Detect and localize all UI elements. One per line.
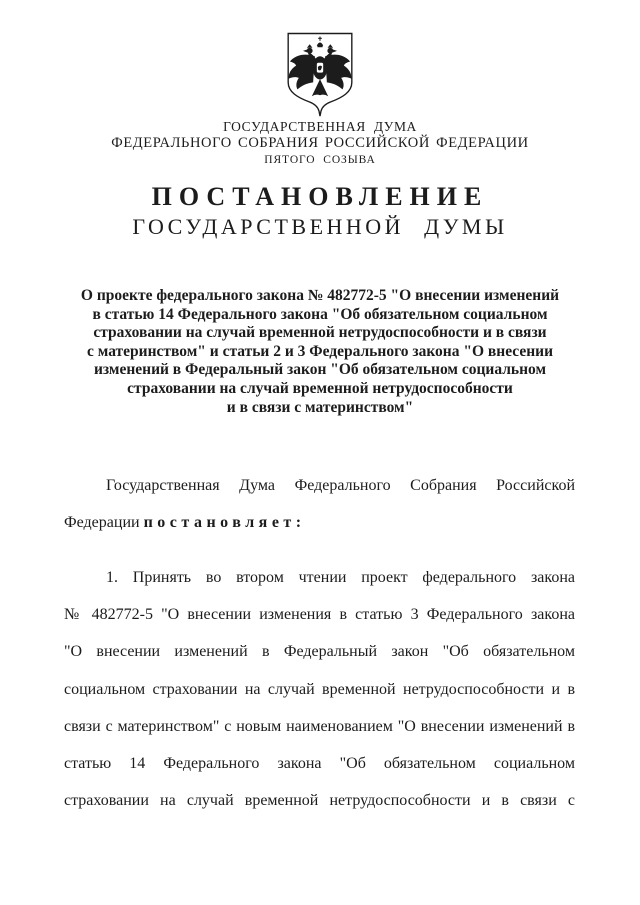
subject-line: и в связи с материнством"	[226, 398, 414, 416]
russia-coat-of-arms-icon	[277, 29, 363, 124]
body-line: статью 14 Федерального закона "Об обязательном социальном	[64, 755, 575, 773]
subject-line: с материнством" и статьи 2 и 3 Федерального закона "О внесении	[86, 342, 553, 360]
letterhead	[0, 119, 640, 167]
subject-line: О проекте федерального закона № 482772-5 "О внесении изменений	[80, 287, 560, 304]
title-line-1: ПОСТАНОВЛЕНИЕ	[151, 182, 489, 211]
subject-line: страховании на случай временной нетрудоспособности	[127, 379, 513, 397]
subject-line: в статью 14 Федерального закона "Об обязательном социальном	[92, 305, 548, 323]
body-line: страховании на случай временной нетрудоспособности и в связи с	[64, 792, 575, 810]
body-line: № 482772-5 "О внесении изменения в статью 3 Федерального закона	[64, 606, 575, 624]
p1-normal-text: Федерации	[64, 514, 144, 532]
body-line: связи с материнством" с новым наименованием "О внесении изменений в	[64, 717, 575, 735]
paragraph-item-1	[64, 559, 575, 819]
subject-block	[64, 287, 576, 417]
body-line: 1. Принять во втором чтении проект федерального закона	[106, 569, 575, 586]
subject-line: изменений в Федеральный закон "Об обязательном социальном	[93, 361, 547, 379]
subject-line: страховании на случай временной нетрудоспособности и в связи	[93, 324, 547, 342]
letterhead-line-3: ПЯТОГО СОЗЫВА	[264, 154, 376, 167]
body-line: Государственная Дума Федерального Собрания Российской	[106, 477, 575, 494]
letterhead-line-1: ГОСУДАРСТВЕННАЯ ДУМА	[223, 119, 417, 134]
letterhead-line-2: ФЕДЕРАЛЬНОГО СОБРАНИЯ РОССИЙСКОЙ ФЕДЕРАЦИИ	[111, 135, 529, 152]
body-line: "О внесении изменений в Федеральный закон "Об обязательном	[64, 643, 575, 661]
body-line	[64, 504, 575, 541]
paragraph-resolves	[64, 467, 575, 541]
p1-resolves-word: постановляет:	[143, 514, 306, 532]
body-line: социальном страховании на случай временной нетрудоспособности и в	[64, 680, 575, 698]
title-line-2: ГОСУДАРСТВЕННОЙ ДУМЫ	[132, 214, 508, 239]
document-title	[0, 182, 640, 240]
